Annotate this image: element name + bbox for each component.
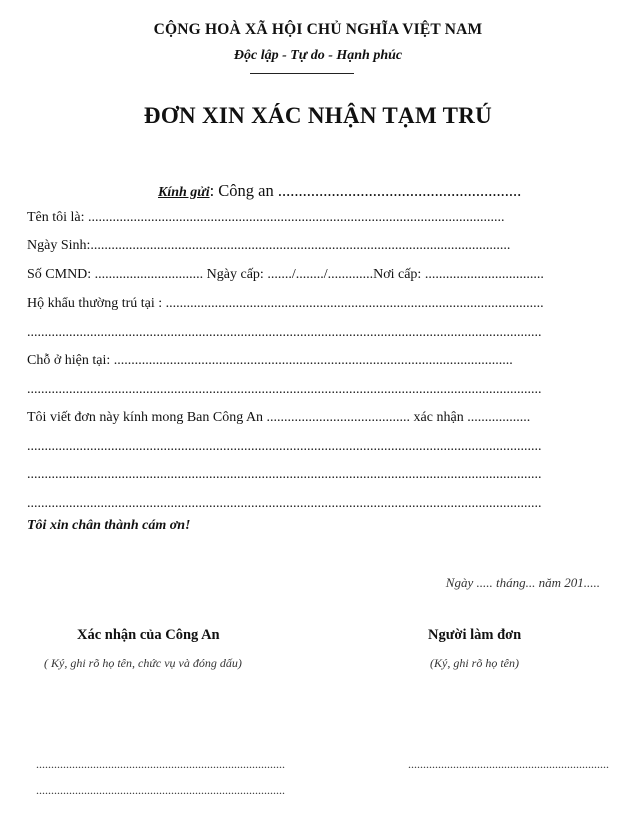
recipient-text: : Công an ........................................................... bbox=[209, 181, 522, 200]
request-field: Tôi viết đơn này kính mong Ban Công An ......................................... xác nhận .................. bbox=[27, 410, 531, 425]
request-continuation-2: ................................................................................................................................................... bbox=[27, 467, 542, 482]
name-field: Tên tôi là: ....................................................................................................................... bbox=[27, 210, 505, 225]
id-card-field: Số CMND: ............................... Ngày cấp: ......./......../.............Nơi cấp: .................................. bbox=[27, 267, 544, 282]
police-signature-line-2: ................................................................................... bbox=[36, 783, 285, 797]
date-line: Ngày ..... tháng... năm 201..... bbox=[445, 575, 600, 590]
request-continuation-1: ................................................................................................................................................... bbox=[27, 439, 542, 454]
police-confirmation-title: Xác nhận của Công An bbox=[77, 627, 220, 643]
applicant-title: Người làm đơn bbox=[428, 627, 522, 643]
recipient-label: Kính gửi bbox=[158, 185, 210, 200]
applicant-note: (Ký, ghi rõ họ tên) bbox=[430, 656, 519, 670]
current-residence-continuation: ................................................................................................................................................... bbox=[27, 382, 542, 397]
current-residence-field: Chỗ ở hiện tại: .................................................................................................................. bbox=[27, 353, 513, 368]
national-motto: Độc lập - Tự do - Hạnh phúc bbox=[233, 48, 403, 63]
police-signature-line-1: ................................................................................... bbox=[36, 757, 285, 771]
national-heading: CỘNG HOÀ XÃ HỘI CHỦ NGHĨA VIỆT NAM bbox=[153, 21, 483, 38]
applicant-signature-line: ................................................................... bbox=[408, 757, 609, 771]
permanent-residence-field: Hộ khẩu thường trú tại : ............................................................................................................ bbox=[27, 296, 544, 311]
motto-underline bbox=[250, 73, 354, 74]
police-confirmation-note: ( Ký, ghi rõ họ tên, chức vụ và đóng dấu) bbox=[44, 656, 242, 670]
closing-text: Tôi xin chân thành cám ơn! bbox=[27, 518, 191, 533]
dob-field: Ngày Sinh:........................................................................................................................ bbox=[27, 238, 511, 253]
document-title: ĐƠN XIN XÁC NHẬN TẠM TRÚ bbox=[143, 103, 493, 128]
permanent-residence-continuation: ................................................................................................................................................... bbox=[27, 325, 542, 340]
recipient-line bbox=[158, 181, 521, 201]
request-continuation-3: ................................................................................................................................................... bbox=[27, 496, 542, 511]
